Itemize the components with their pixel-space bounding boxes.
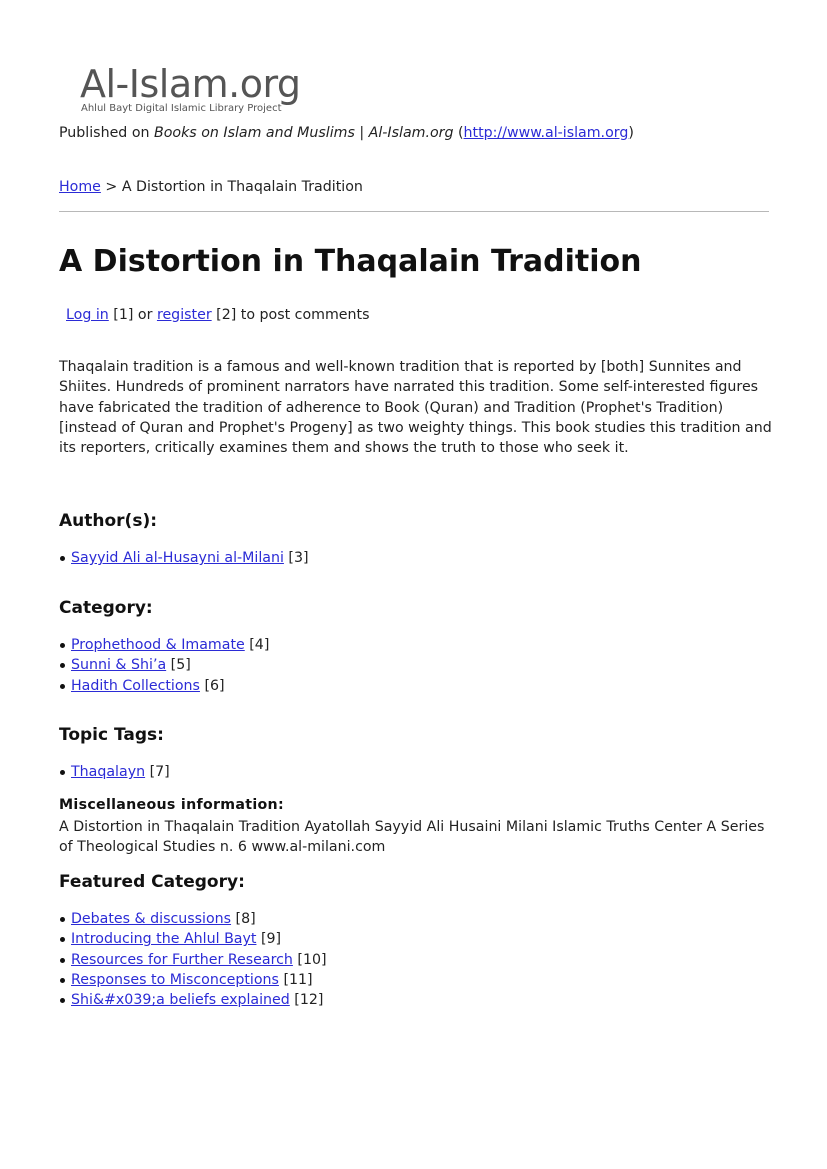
page-title: A Distortion in Thaqalain Tradition: [59, 244, 642, 279]
featured-heading: Featured Category:: [59, 872, 245, 892]
misc-text: A Distortion in Thaqalain Tradition Ayatollah Sayyid Ali Husaini Milani Islamic Truths Center A Series of Theological Studies n. 6 www.al-milani.com: [59, 819, 765, 856]
breadcrumb-home-link[interactable]: Home: [59, 179, 101, 195]
list-item: [59, 990, 327, 1010]
featured-list: [59, 909, 327, 1010]
published-site-name: Books on Islam and Muslims | Al-Islam.org: [154, 125, 454, 141]
site-logo[interactable]: [80, 62, 320, 124]
category-list: [59, 635, 269, 696]
category-heading: Category:: [59, 598, 153, 618]
ref-number: [9]: [256, 931, 282, 948]
login-ref: [1] or: [108, 307, 157, 323]
bullet-icon: [60, 998, 65, 1003]
ref-number: [5]: [166, 657, 191, 674]
featured-link[interactable]: Shi&#x039;a beliefs explained: [71, 992, 290, 1009]
bullet-icon: [60, 937, 65, 942]
comments-line: [66, 307, 369, 323]
list-item: [59, 635, 269, 655]
list-item: [59, 970, 327, 990]
category-link[interactable]: Hadith Collections: [71, 677, 200, 694]
ref-number: [7]: [145, 764, 170, 780]
authors-list: [59, 548, 309, 568]
ref-number: [3]: [283, 550, 309, 566]
bullet-icon: [60, 556, 65, 561]
featured-link[interactable]: Responses to Misconceptions: [71, 971, 279, 988]
logo-subtitle: Ahlul Bayt Digital Islamic Library Project: [81, 103, 282, 114]
list-item: [59, 655, 269, 675]
breadcrumb-separator: >: [100, 179, 122, 195]
register-ref: [2] to post comments: [211, 307, 370, 323]
list-item: [59, 950, 327, 970]
bullet-icon: [60, 958, 65, 963]
site-url-link[interactable]: http://www.al-islam.org: [463, 125, 629, 141]
tag-link[interactable]: Thaqalayn: [71, 764, 146, 780]
ref-number: [12]: [289, 992, 324, 1009]
ref-number: [8]: [231, 911, 256, 927]
list-item: [59, 676, 269, 696]
featured-link[interactable]: Resources for Further Research: [71, 951, 293, 968]
bullet-icon: [60, 663, 65, 668]
divider: [59, 211, 769, 212]
published-paren-close: ): [628, 125, 634, 141]
bullet-icon: [60, 917, 65, 922]
book-description: Thaqalain tradition is a famous and well-known tradition that is reported by [both] Sunnites and Shiites. Hundreds of prominent narrators have narrated this tradition. Some self-interested figures have fabricated the tradition of adherence to Book (Quran) and Tradition (Prophet's Tradition) [instead of Quran and Prophet's Progeny] as two weighty things. This book studies this tradition and its reporters, critically examines them and shows the truth to those who seek it.: [59, 359, 772, 457]
featured-link[interactable]: Debates & discussions: [71, 911, 232, 927]
misc-heading: Miscellaneous information:: [59, 797, 284, 813]
published-prefix: Published on: [59, 125, 154, 141]
category-link[interactable]: Prophethood & Imamate: [71, 637, 245, 653]
list-item: [59, 929, 327, 949]
ref-number: [4]: [244, 637, 270, 653]
bullet-icon: [60, 643, 65, 648]
breadcrumb-current: A Distortion in Thaqalain Tradition: [121, 179, 363, 195]
topic-tags-list: [59, 762, 170, 782]
logo-title: Al-Islam.org: [80, 62, 301, 106]
ref-number: [11]: [278, 971, 313, 988]
featured-link[interactable]: Introducing the Ahlul Bayt: [71, 931, 257, 948]
breadcrumb: [59, 179, 363, 195]
bullet-icon: [60, 978, 65, 983]
authors-heading: Author(s):: [59, 511, 158, 531]
category-link[interactable]: Sunni & Shi’a: [71, 657, 167, 674]
bullet-icon: [60, 684, 65, 689]
register-link[interactable]: register: [156, 307, 212, 323]
list-item: [59, 909, 327, 929]
bullet-icon: [60, 770, 65, 775]
author-link[interactable]: Sayyid Ali al-Husayni al-Milani: [71, 550, 284, 566]
topic-tags-heading: Topic Tags:: [59, 725, 164, 745]
list-item: [59, 548, 309, 568]
login-link[interactable]: Log in: [66, 307, 109, 323]
ref-number: [6]: [199, 677, 225, 694]
list-item: [59, 762, 170, 782]
published-line: [59, 125, 634, 141]
published-paren-open: (: [453, 125, 464, 141]
ref-number: [10]: [292, 951, 327, 968]
